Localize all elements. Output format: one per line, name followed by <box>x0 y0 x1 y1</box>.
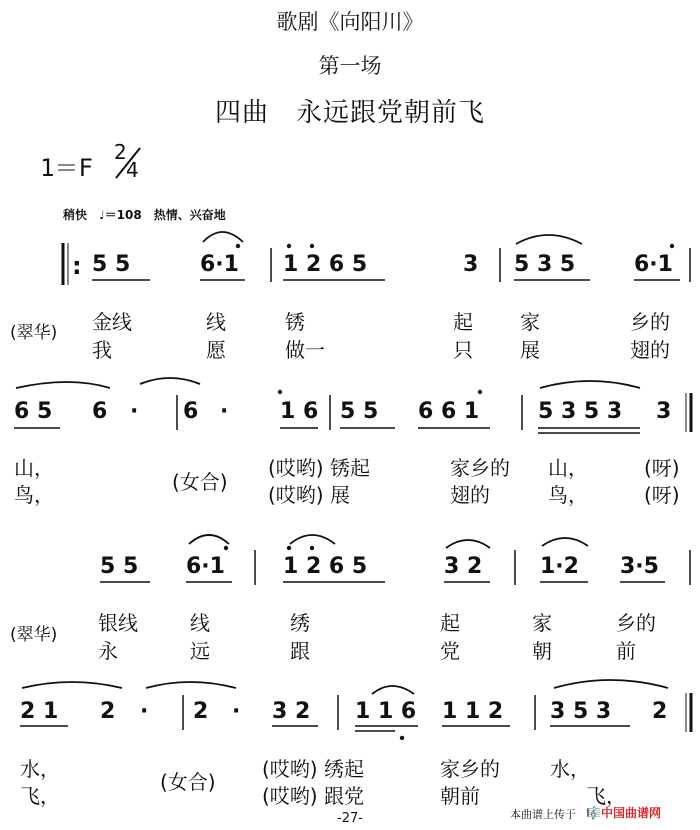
notes-s2-a: 6 5 <box>14 399 53 424</box>
lyric-s3-v1-a: 银线 <box>98 611 138 635</box>
lyric-s4-v1-e: 水， <box>550 757 590 781</box>
lyric-s1-v2-a: 我 <box>92 338 112 362</box>
chorus-label: (女合) <box>172 470 228 494</box>
notes-s2-g: 5 5 <box>340 399 379 424</box>
notes-s4-b: 2 <box>100 699 116 724</box>
lyric-s2-v2-d: 翅的 <box>450 483 490 507</box>
lyric-s1-v2-e: 展 <box>520 338 540 362</box>
lyric-s1-v1-b: 线 <box>206 310 226 334</box>
slur <box>516 235 582 244</box>
lyric-s3-v1-b: 线 <box>190 611 210 635</box>
lyric-s4-v1-a: 水， <box>20 757 60 781</box>
meter-bottom: 4 <box>126 158 139 182</box>
tie <box>146 682 236 688</box>
notes-s4-g: 1 1 6 <box>355 699 417 724</box>
slur <box>446 540 490 548</box>
notes-s2-c: · <box>130 399 139 424</box>
lyric-s1-v2-b: 愿 <box>206 338 226 362</box>
notes-s1-f: 6·1 <box>634 252 673 277</box>
slur <box>290 535 335 544</box>
tie <box>22 682 122 688</box>
notes-s2-i: 5 3 5 3 <box>538 399 623 424</box>
octave-dot <box>287 244 291 248</box>
site-logo-mark: 🎼 <box>586 806 601 820</box>
lyric-s1-v1-a: 金线 <box>92 310 132 334</box>
scene-title: 第一场 <box>318 54 382 78</box>
octave-dot <box>670 244 674 248</box>
lyric-s4-v2-e: 飞， <box>586 784 626 808</box>
octave-dot <box>310 244 314 248</box>
lyric-s3-v2-d: 党 <box>440 639 460 663</box>
notes-s1-b: 6·1 <box>200 252 239 277</box>
low-octave-dot <box>400 736 404 740</box>
lyric-s3-v2-b: 远 <box>190 639 210 663</box>
notes-s4-f: 3 2 <box>272 699 311 724</box>
lyric-s4-v1-c: (哎哟) 绣起 <box>262 757 364 781</box>
chorus-label-2: (女合) <box>160 770 216 794</box>
lyric-s2-v1-f: (呀) <box>644 456 680 480</box>
lyric-s3-v2-c: 跟 <box>290 639 310 663</box>
lyric-s3-v2-a: 永 <box>98 639 118 663</box>
slur <box>372 686 414 694</box>
tempo-marking: 稍快 ♩＝108 热情、兴奋地 <box>63 208 226 222</box>
notes-s4-j: 2 <box>652 699 668 724</box>
notes-s1-a: 5 5 <box>92 252 131 277</box>
notes-s3-b: 6·1 <box>186 554 225 579</box>
song-title: 四曲 永远跟党朝前飞 <box>214 98 485 128</box>
notes-s4-c: · <box>140 699 149 724</box>
lyric-s3-v1-c: 绣 <box>290 611 310 635</box>
lyric-s1-v2-c: 做一 <box>285 338 325 362</box>
site-logo <box>586 804 661 821</box>
notes-s2-h: 6 6 1 <box>418 399 480 424</box>
octave-dot <box>236 244 240 248</box>
page-number: -27- <box>337 811 363 826</box>
notes-s4-i: 3 5 3 <box>550 699 612 724</box>
lyric-s3-v1-d: 起 <box>440 611 460 635</box>
notes-s2-j: 3 <box>656 399 672 424</box>
lyric-s2-v1-a: 山， <box>14 456 54 480</box>
lyric-s2-v1-e: 山， <box>548 456 588 480</box>
meter-top: 2 <box>114 140 127 164</box>
lyric-s1-v1-f: 乡的 <box>630 310 670 334</box>
notes-s4-d: 2 <box>193 699 209 724</box>
lyric-s4-v2-c: (哎哟) 跟党 <box>262 784 364 808</box>
slur <box>540 381 640 388</box>
lyric-s3-v1-e: 家 <box>532 611 552 635</box>
lyric-s2-v2-c: (哎哟) 展 <box>268 483 350 507</box>
slur <box>203 232 243 242</box>
lyric-s1-v2-f: 翅的 <box>630 338 670 362</box>
notes-s2-b: 6 <box>92 399 108 424</box>
tie <box>140 378 200 384</box>
notes-s3-f: 3·5 <box>620 554 659 579</box>
slur <box>189 535 229 544</box>
lyric-s4-v2-a: 飞， <box>20 784 60 808</box>
lyric-s4-v2-d: 朝前 <box>440 784 480 808</box>
lyric-s1-v1-c: 锈 <box>285 310 305 334</box>
lyric-s2-v2-f: (呀) <box>644 483 680 507</box>
notes-s4-a: 2 1 <box>20 699 59 724</box>
slur <box>542 538 588 546</box>
lyric-s4-v1-d: 家乡的 <box>440 757 500 781</box>
upload-note: 本曲谱上传于 <box>510 808 576 821</box>
notes-s3-c: 1 2 6 5 <box>283 554 368 579</box>
singer-label: (翠华) <box>10 323 58 343</box>
lyric-s1-v2-d: 只 <box>453 338 473 362</box>
lyric-s2-v2-e: 鸟， <box>548 483 588 507</box>
notes-s3-a: 5 5 <box>100 554 139 579</box>
time-signature <box>112 140 142 184</box>
lyric-s2-v1-c: (哎哟) 锈起 <box>268 456 370 480</box>
repeat-sign: : <box>72 252 82 280</box>
singer-label-2: (翠华) <box>10 625 58 645</box>
lyric-s3-v2-f: 前 <box>616 639 636 663</box>
notes-s4-e: · <box>232 699 241 724</box>
key-signature: 1＝F <box>40 154 93 182</box>
notes-s3-d: 3 2 <box>444 554 483 579</box>
notes-s2-d: 6 <box>183 399 199 424</box>
octave-dot <box>478 390 482 394</box>
notes-s4-h: 1 1 2 <box>442 699 504 724</box>
slur <box>554 680 668 688</box>
lyric-s1-v1-e: 家 <box>520 310 540 334</box>
lyric-s3-v1-f: 乡的 <box>616 611 656 635</box>
lyric-s2-v2-a: 鸟， <box>14 483 54 507</box>
octave-dot <box>287 546 291 550</box>
lyric-s3-v2-e: 朝 <box>532 639 552 663</box>
notes-s2-e: · <box>220 399 229 424</box>
tie <box>16 382 110 388</box>
notes-s3-e: 1·2 <box>540 554 579 579</box>
notes-s1-d: 3 <box>463 252 479 277</box>
notes-s1-e: 5 3 5 <box>514 252 576 277</box>
opera-title: 歌剧《向阳川》 <box>276 10 424 34</box>
lyric-s2-v1-d: 家乡的 <box>450 456 510 480</box>
notes-s1-c: 1 2 6 5 <box>283 252 368 277</box>
site-name: 中国曲谱网 <box>600 806 661 820</box>
octave-dot <box>310 546 314 550</box>
notes-s2-f: 1 6 <box>280 399 319 424</box>
lyric-s1-v1-d: 起 <box>453 310 473 334</box>
octave-dot <box>278 390 282 394</box>
octave-dot <box>224 546 228 550</box>
